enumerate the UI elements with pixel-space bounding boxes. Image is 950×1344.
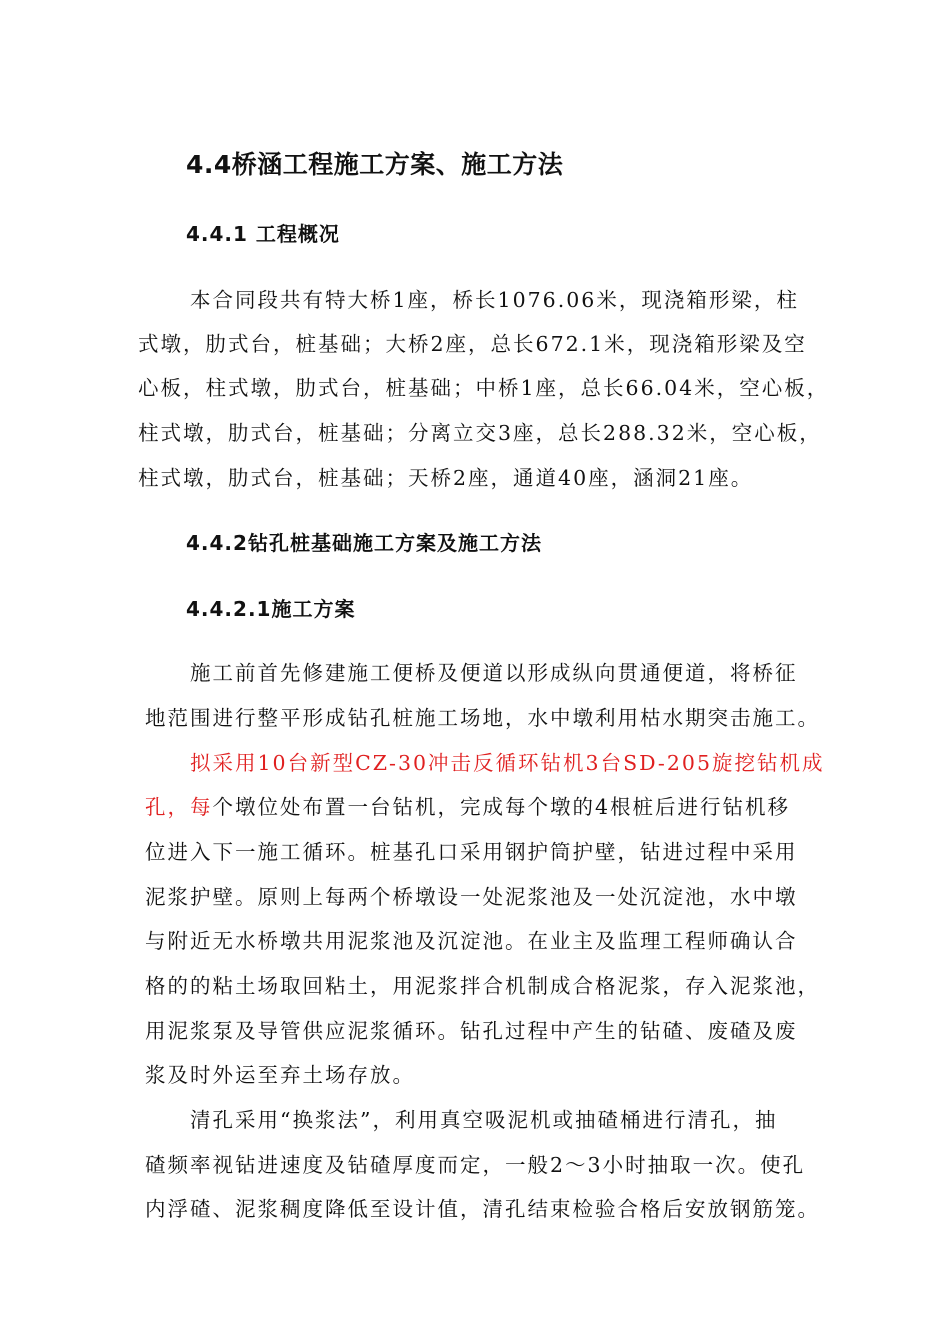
heading-pile-foundation: 4.4.2钻孔桩基础施工方案及施工方法 <box>186 531 542 555</box>
highlighted-text-line: 拟采用10台新型CZ-30冲击反循环钻机3台SD-205旋挖钻机成 <box>190 751 825 775</box>
plan-paragraph-line: 内浮碴、泥浆稠度降低至设计值，清孔结束检验合格后安放钢筋笼。 <box>145 1197 820 1221</box>
overview-line: 本合同段共有特大桥1座，桥长1076.06米，现浇箱形梁，柱 <box>190 288 799 312</box>
overview-line: 心板，柱式墩，肋式台，桩基础；中桥1座，总长66.04米，空心板， <box>138 376 830 400</box>
plan-paragraph-line: 泥浆护壁。原则上每两个桥墩设一处泥浆池及一处沉淀池，水中墩 <box>145 885 798 909</box>
plan-paragraph-line <box>145 790 790 820</box>
heading-construction-plan: 4.4.2.1施工方案 <box>186 597 356 621</box>
plan-text: 个墩位处布置一台钻机，完成每个墩的4根桩后进行钻机移 <box>212 795 791 819</box>
overview-line: 式墩，肋式台，桩基础；大桥2座，总长672.1米，现浇箱形梁及空 <box>138 332 807 356</box>
plan-paragraph-line: 格的的粘土场取回粘土，用泥浆拌合机制成合格泥浆，存入泥浆池， <box>145 974 820 998</box>
highlighted-text: 孔，每 <box>145 795 213 819</box>
plan-paragraph-line: 地范围进行整平形成钻孔桩施工场地，水中墩利用枯水期突击施工。 <box>145 706 820 730</box>
plan-paragraph-line: 与附近无水桥墩共用泥浆池及沉淀池。在业主及监理工程师确认合 <box>145 929 798 953</box>
heading-overview: 4.4.1 工程概况 <box>186 222 340 246</box>
section-title: 4.4桥涵工程施工方案、施工方法 <box>186 150 564 179</box>
plan-paragraph-line: 碴频率视钻进速度及钻碴厚度而定，一般2～3小时抽取一次。使孔 <box>145 1153 806 1177</box>
plan-paragraph-line: 浆及时外运至弃土场存放。 <box>145 1063 415 1087</box>
overview-line: 柱式墩，肋式台，桩基础；分离立交3座，总长288.32米，空心板， <box>138 421 822 445</box>
plan-paragraph-line: 用泥浆泵及导管供应泥浆循环。钻孔过程中产生的钻碴、废碴及废 <box>145 1019 798 1043</box>
plan-paragraph-line: 施工前首先修建施工便桥及便道以形成纵向贯通便道，将桥征 <box>190 661 798 685</box>
overview-line: 柱式墩，肋式台，桩基础；天桥2座，通道40座，涵洞21座。 <box>138 466 754 490</box>
plan-paragraph-line: 清孔采用“换浆法”，利用真空吸泥机或抽碴桶进行清孔，抽 <box>190 1108 778 1132</box>
plan-paragraph-line: 位进入下一施工循环。桩基孔口采用钢护筒护壁，钻进过程中采用 <box>145 840 798 864</box>
